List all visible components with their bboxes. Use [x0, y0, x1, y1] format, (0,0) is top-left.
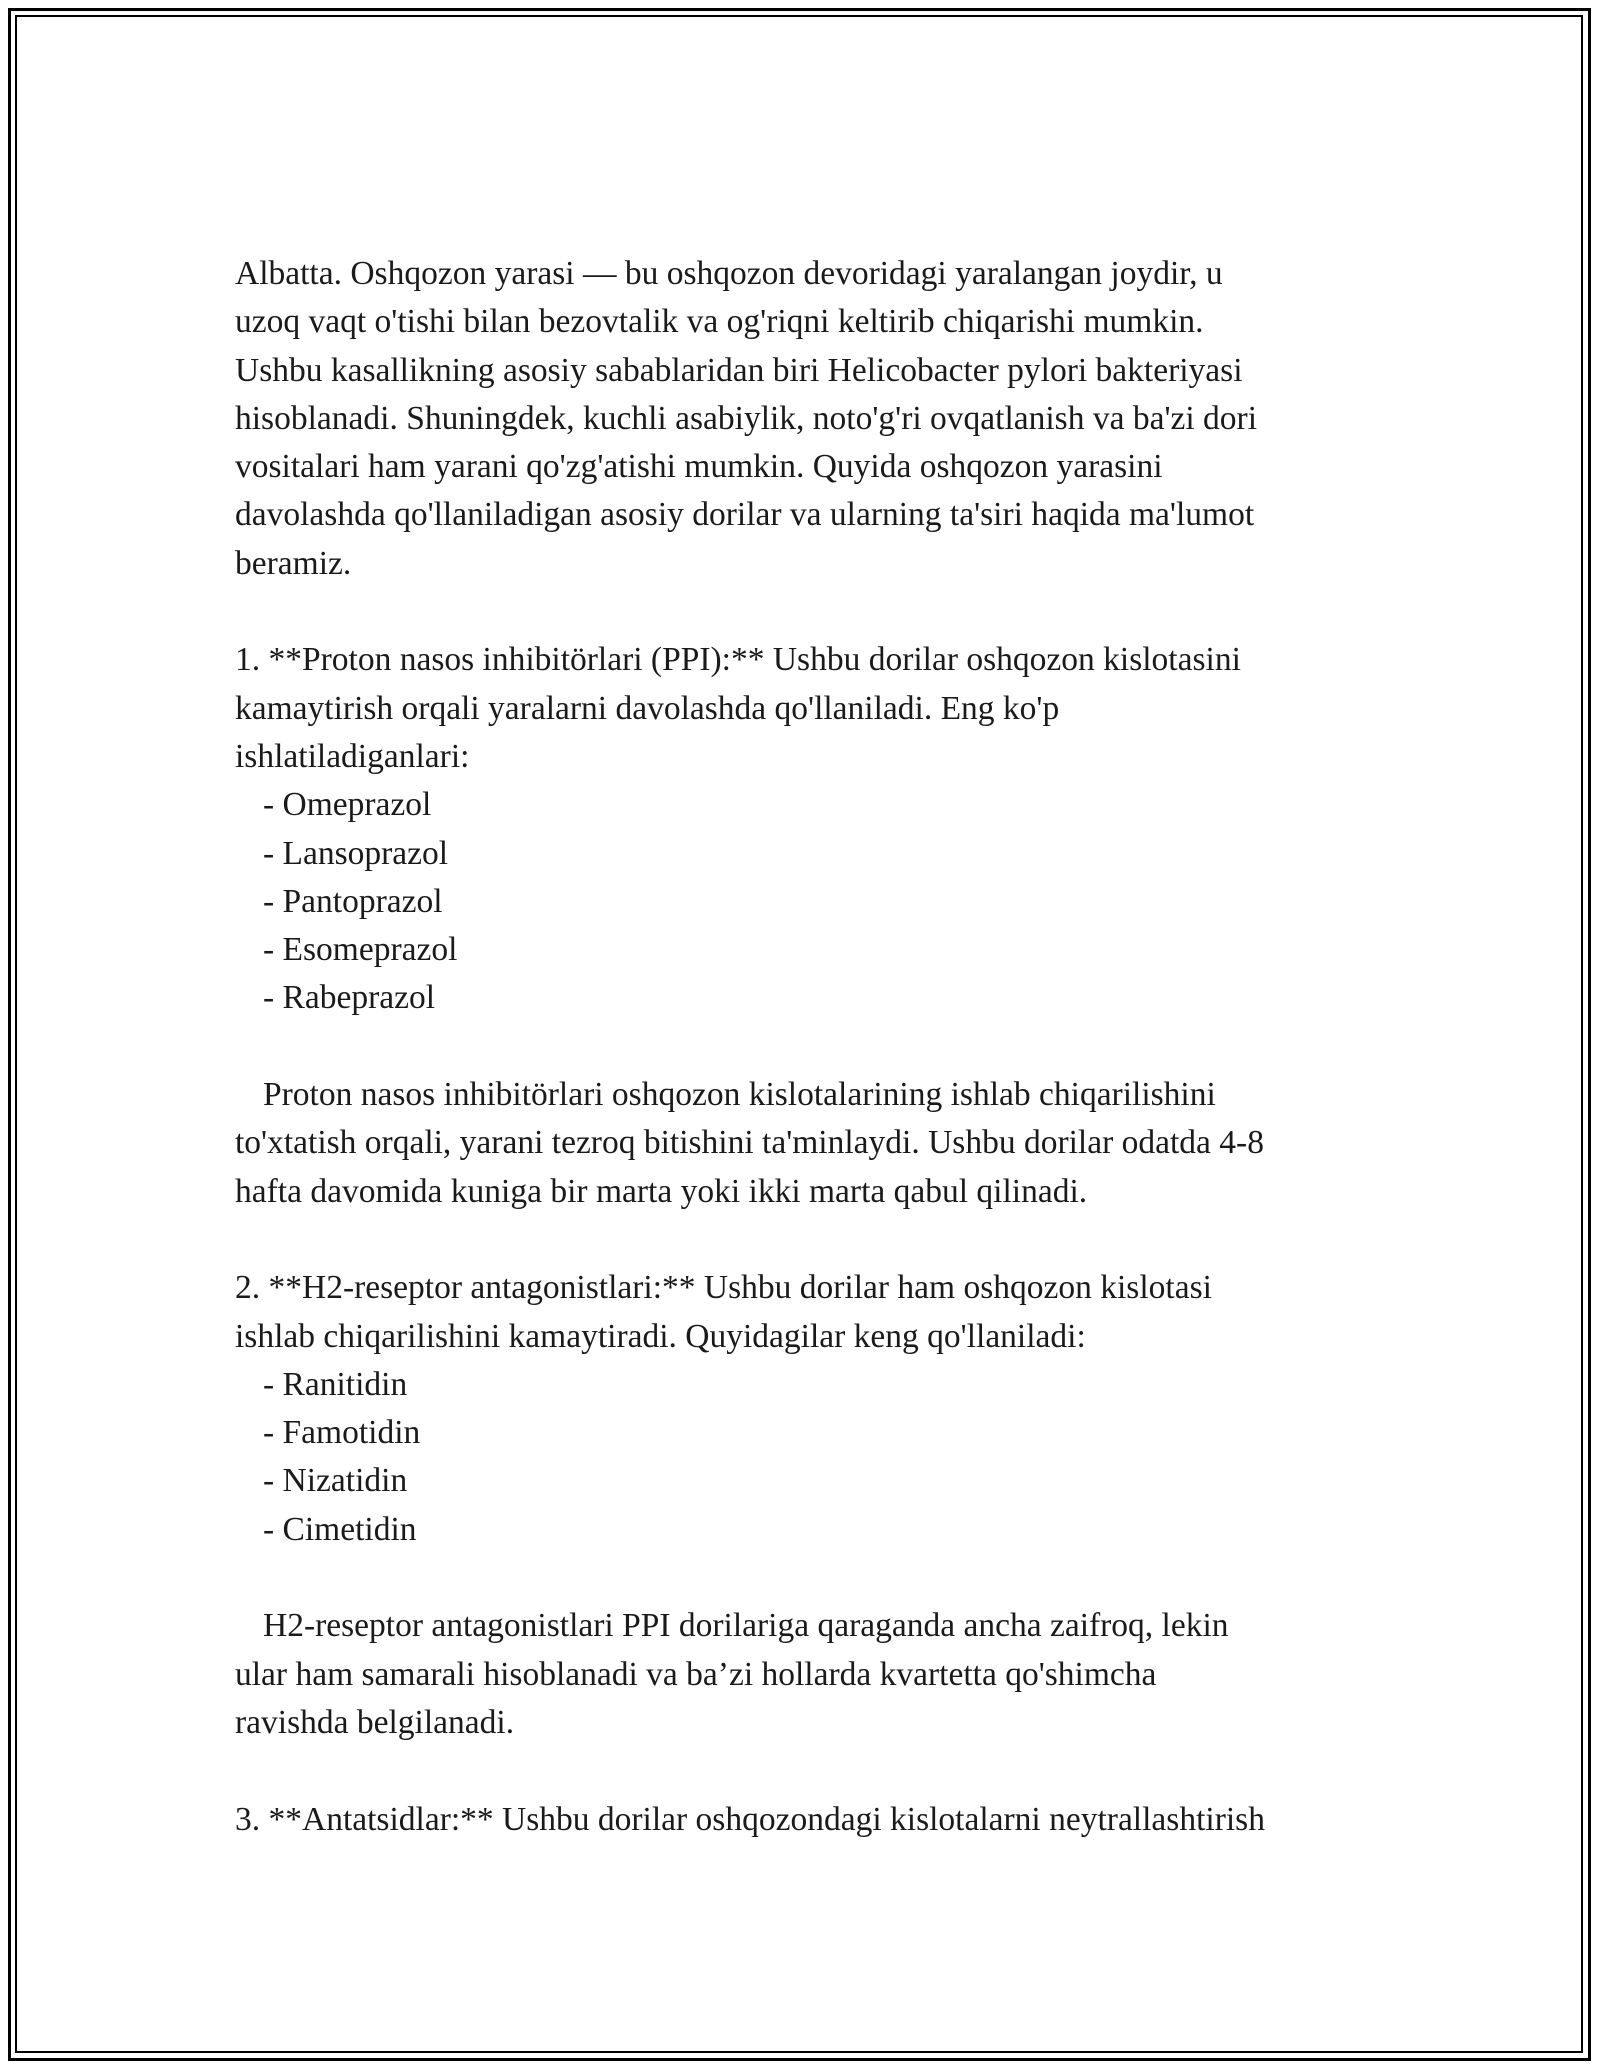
list-item: - Esomeprazol [263, 931, 458, 969]
text-line: hafta davomida kuniga bir marta yoki ikki marta qabul qilinadi. [235, 1172, 1088, 1210]
text-line: Ushbu kasallikning asosiy sabablaridan biri Helicobacter pylori bakteriyasi [235, 351, 1243, 389]
text-line: ular ham samarali hisoblanadi va ba’zi hollarda kvartetta qo'shimcha [235, 1655, 1157, 1693]
list-item: - Rabeprazol [263, 979, 436, 1017]
section-1-note: Proton nasos inhibitörlari oshqozon kislotalarining ishlab chiqarilishini [263, 1076, 1216, 1114]
text-line: davolashda qo'llaniladigan asosiy dorilar va ularning ta'siri haqida ma'lumot [235, 496, 1255, 534]
text-line: uzoq vaqt o'tishi bilan bezovtalik va og'riqni keltirib chiqarishi mumkin. [235, 303, 1204, 341]
document-body [235, 250, 1385, 1844]
section-2-heading: 2. **H2-reseptor antagonistlari:** Ushbu dorilar ham oshqozon kislotasi [235, 1269, 1212, 1307]
text-line: ravishda belgilanadi. [235, 1703, 515, 1741]
intro-paragraph [235, 250, 1385, 588]
spacer [235, 1554, 1385, 1602]
spacer [235, 1216, 1385, 1264]
list-item: - Nizatidin [263, 1462, 408, 1500]
text-line: vositalari ham yarani qo'zg'atishi mumkin. Quyida oshqozon yarasini [235, 448, 1163, 486]
list-item: - Pantoprazol [263, 882, 443, 920]
spacer [235, 588, 1385, 636]
text-line: to'xtatish orqali, yarani tezroq bitishini ta'minlaydi. Ushbu dorilar odatda 4-8 [235, 1124, 1264, 1162]
list-item: - Cimetidin [263, 1510, 417, 1548]
list-item: - Lansoprazol [263, 834, 449, 872]
section-1 [235, 636, 1385, 1216]
text-line: ishlatiladiganlari: [235, 737, 470, 775]
section-3-heading: 3. **Antatsidlar:** Ushbu dorilar oshqozondagi kislotalarni neytrallashtirish [235, 1800, 1265, 1838]
list-item: - Famotidin [263, 1414, 421, 1452]
spacer [235, 1747, 1385, 1795]
spacer [235, 1023, 1385, 1071]
list-item: - Ranitidin [263, 1365, 408, 1403]
text-line: kamaytirish orqali yaralarni davolashda qo'llaniladi. Eng ko'p [235, 689, 1060, 727]
text-line: hisoblanadi. Shuningdek, kuchli asabiylik, noto'g'ri ovqatlanish va ba'zi dori [235, 399, 1258, 437]
text-line: beramiz. [235, 544, 352, 582]
section-3 [235, 1796, 1385, 1844]
section-1-heading: 1. **Proton nasos inhibitörlari (PPI):** Ushbu dorilar oshqozon kislotasini [235, 641, 1241, 679]
text-line: ishlab chiqarilishini kamaytiradi. Quyidagilar keng qo'llaniladi: [235, 1317, 1086, 1355]
text-line: Albatta. Oshqozon yarasi — bu oshqozon devoridagi yaralangan joydir, u [235, 255, 1223, 292]
section-2 [235, 1264, 1385, 1747]
section-2-note: H2-reseptor antagonistlari PPI dorilariga qaraganda ancha zaifroq, lekin [263, 1607, 1229, 1645]
list-item: - Omeprazol [263, 786, 432, 824]
